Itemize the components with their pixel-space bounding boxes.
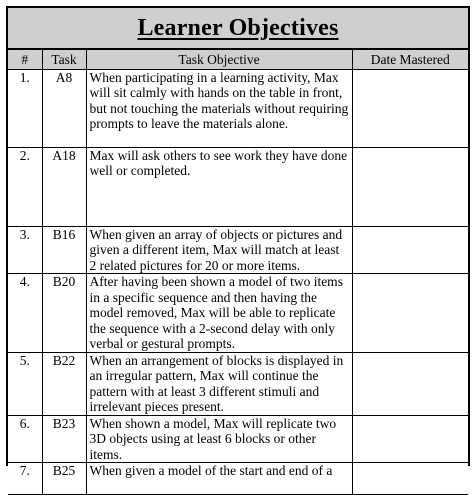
table-row (8, 463, 468, 495)
table-row (8, 274, 468, 353)
task-objective: After having been shown a model of two items in a specific sequence and then having the model removed, Max will be able to replicate the sequence with a 2-second delay with only verbal or gestural prompts. (86, 274, 352, 353)
task-code: B22 (42, 352, 86, 415)
task-code: B16 (42, 226, 86, 274)
column-header-task-objective: Task Objective (86, 50, 352, 69)
row-number: 6. (8, 415, 42, 463)
learner-objectives-sheet (6, 6, 470, 478)
header-row (8, 50, 468, 69)
objectives-table (8, 50, 468, 495)
task-code: B20 (42, 274, 86, 353)
table-row (8, 69, 468, 147)
title-bar (8, 8, 468, 50)
row-number: 4. (8, 274, 42, 353)
date-mastered-cell[interactable] (352, 352, 468, 415)
date-mastered-cell[interactable] (352, 226, 468, 274)
table-row (8, 147, 468, 226)
task-code: A8 (42, 69, 86, 147)
row-number: 3. (8, 226, 42, 274)
date-mastered-cell[interactable] (352, 147, 468, 226)
page-title: Learner Objectives (137, 14, 339, 41)
row-number: 5. (8, 352, 42, 415)
row-number: 7. (8, 463, 42, 495)
table-row (8, 226, 468, 274)
task-objective: When given a model of the start and end of a (86, 463, 352, 495)
task-code: B23 (42, 415, 86, 463)
task-objective: When given an array of objects or pictures and given a different item, Max will match at least 2 related pictures for 20 or more items. (86, 226, 352, 274)
date-mastered-cell[interactable] (352, 69, 468, 147)
table-row (8, 352, 468, 415)
task-objective: When shown a model, Max will replicate two 3D objects using at least 6 blocks or other items. (86, 415, 352, 463)
task-objective: Max will ask others to see work they have done well or completed. (86, 147, 352, 226)
task-objective: When an arrangement of blocks is displayed in an irregular pattern, Max will continue the pattern with at least 3 different stimuli and irrelevant pieces present. (86, 352, 352, 415)
column-header-number: # (8, 50, 42, 69)
date-mastered-cell[interactable] (352, 463, 468, 495)
date-mastered-cell[interactable] (352, 415, 468, 463)
table-row (8, 415, 468, 463)
row-number: 1. (8, 69, 42, 147)
column-header-date-mastered: Date Mastered (352, 50, 468, 69)
task-code: A18 (42, 147, 86, 226)
row-number: 2. (8, 147, 42, 226)
date-mastered-cell[interactable] (352, 274, 468, 353)
column-header-task: Task (42, 50, 86, 69)
task-code: B25 (42, 463, 86, 495)
task-objective: When participating in a learning activity, Max will sit calmly with hands on the table in front, but not touching the materials without requiring prompts to leave the materials alone. (86, 69, 352, 147)
